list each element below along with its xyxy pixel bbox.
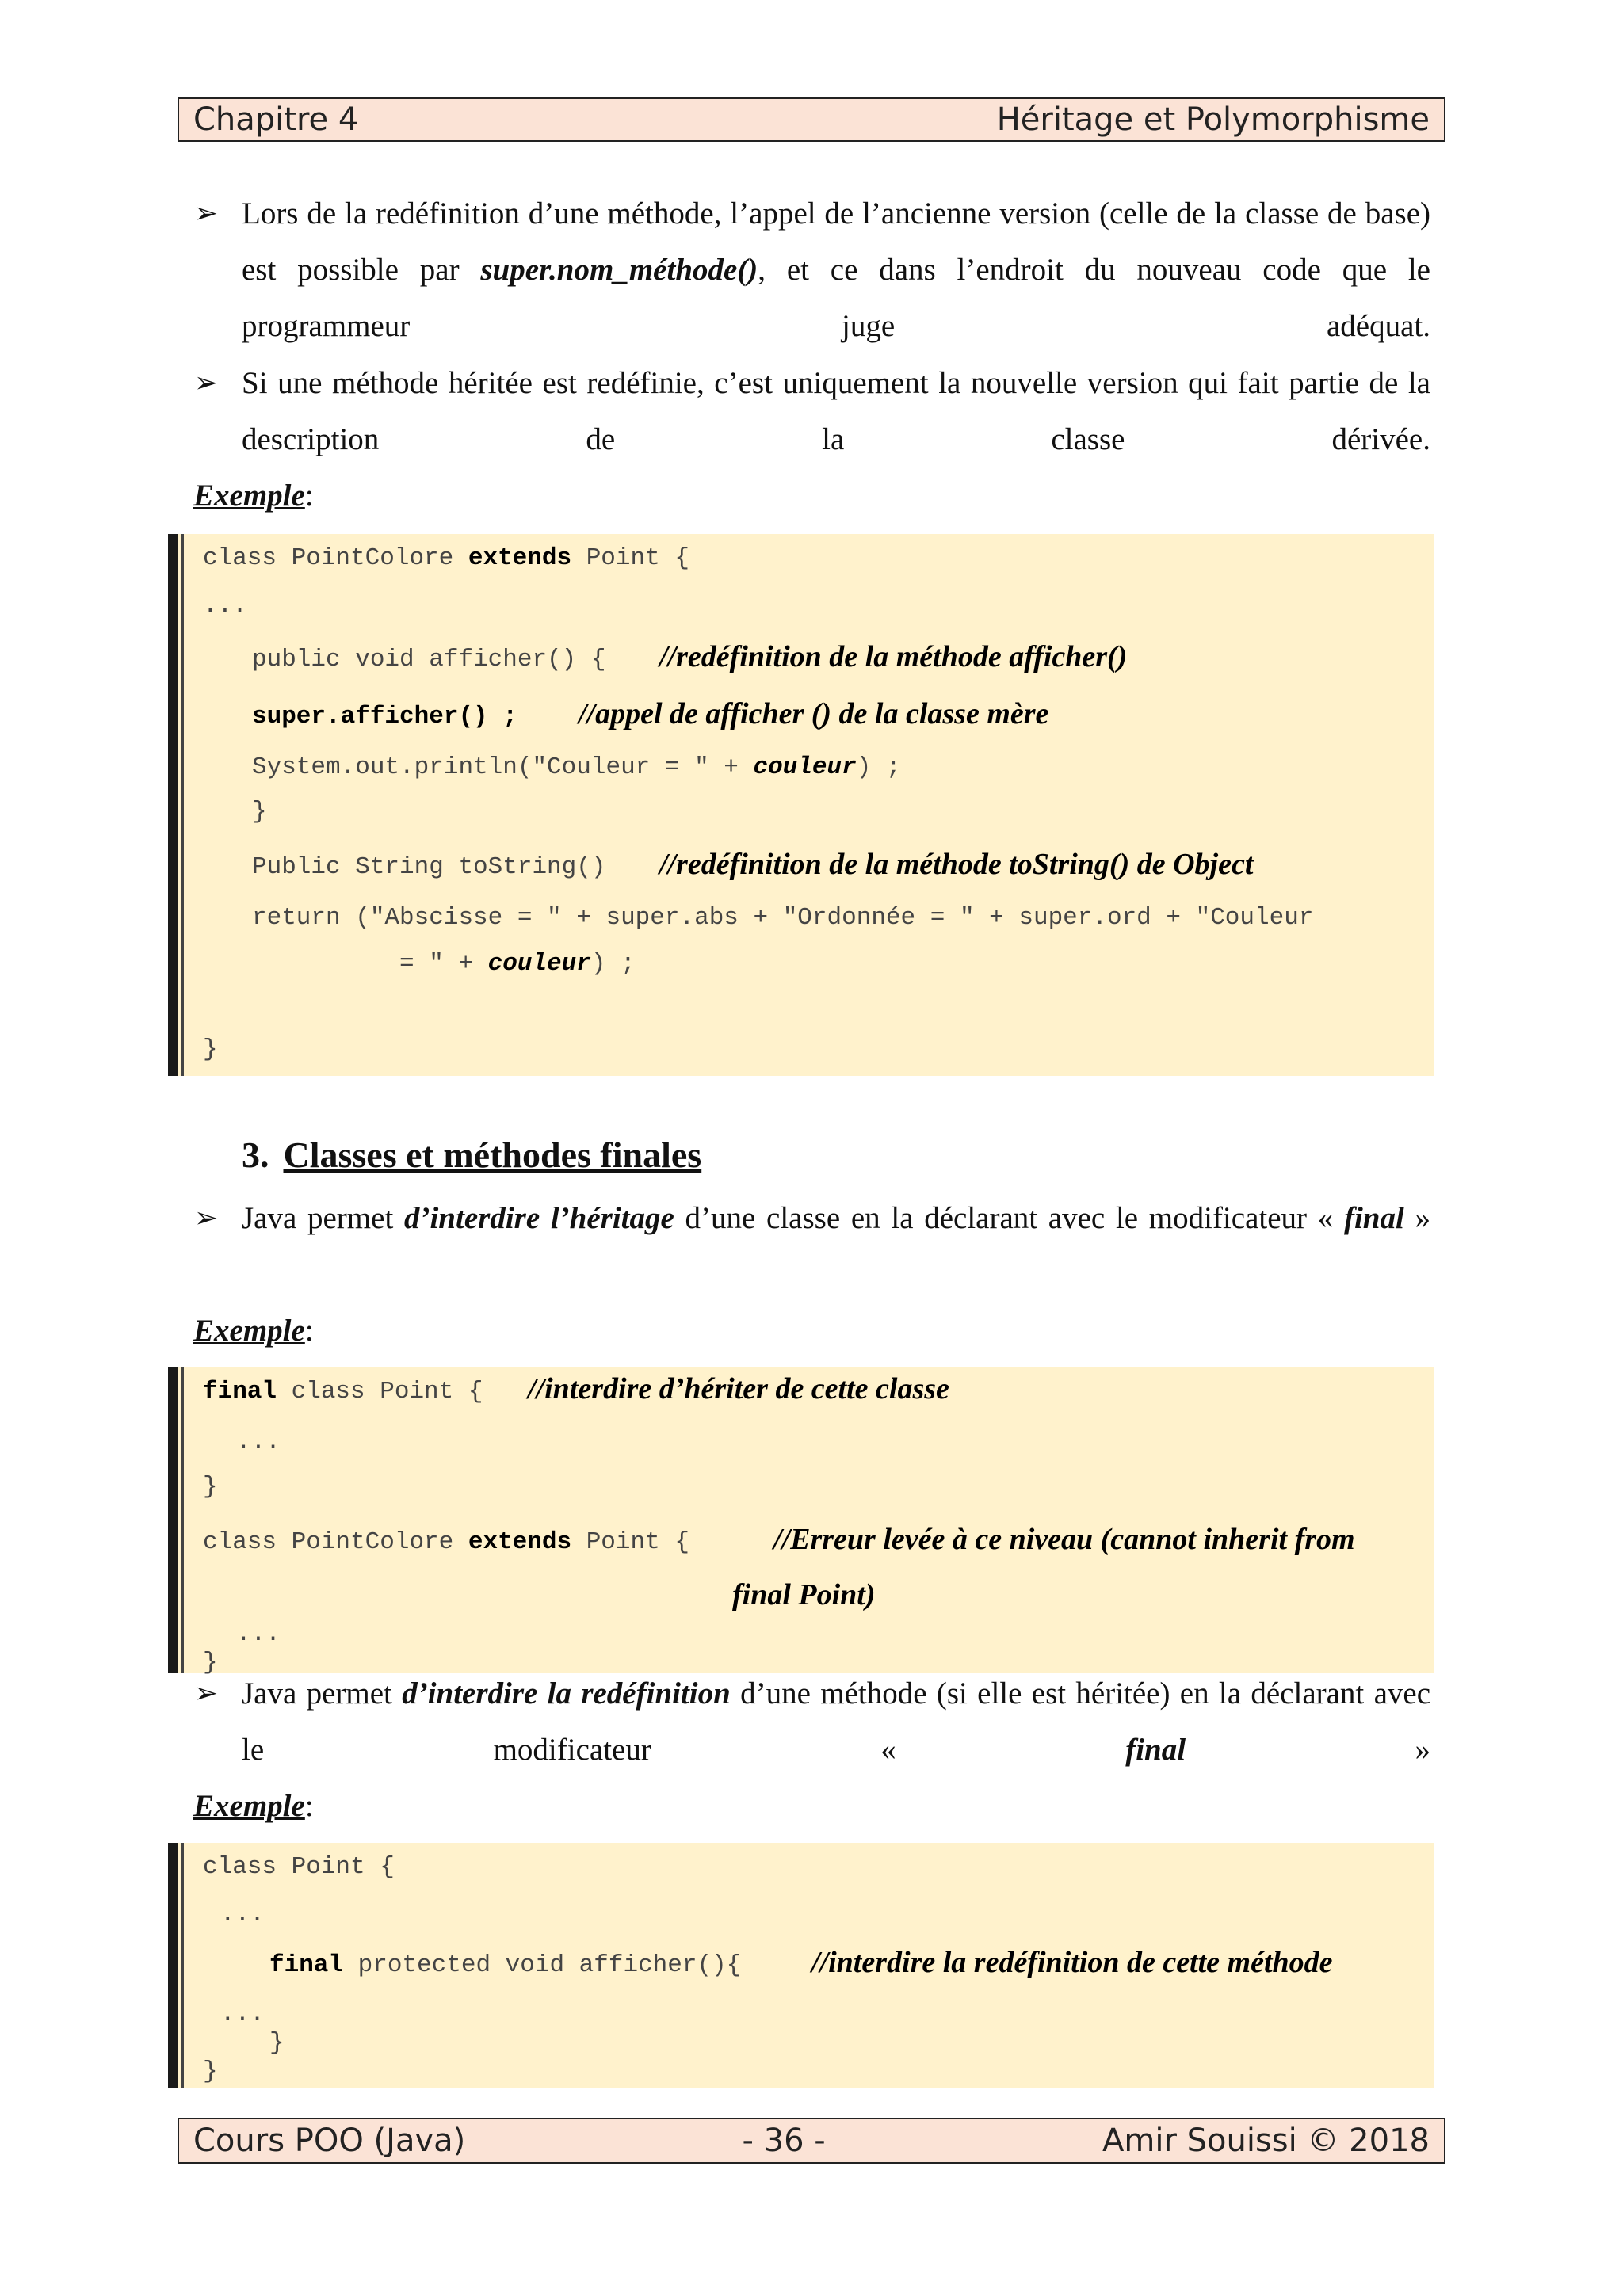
chapter-title: Héritage et Polymorphisme: [996, 101, 1430, 138]
bullet-text: Java permet d’interdire l’héritage d’une classe en la déclarant avec le modificateur « final »: [242, 1201, 1431, 1235]
code-line: ...: [203, 592, 247, 620]
code-line: ...: [236, 1620, 281, 1648]
code-block-final-method: [168, 1843, 1434, 2088]
code-line: public void afficher() {: [252, 646, 606, 673]
page-number: - 36 -: [742, 2122, 826, 2159]
code-line: final protected void afficher(){: [269, 1951, 742, 1979]
code-comment: //interdire d’hériter de cette classe: [528, 1372, 949, 1405]
bullet-text: Lors de la redéfinition d’une méthode, l’appel de l’ancienne version (celle de la classe de base) est possible par super.nom_méthode(), et ce dans l’endroit du nouveau code que le programmeur juge adéquat.: [242, 196, 1430, 343]
course-name: Cours POO (Java): [193, 2122, 466, 2159]
code-comment: //Erreur levée à ce niveau (cannot inherit from: [773, 1523, 1355, 1556]
bullet-redefinition-description: [194, 355, 1430, 524]
code-line: }: [269, 2029, 285, 2057]
bullet-arrow-icon: ➢: [194, 367, 219, 399]
code-comment: //redéfinition de la méthode afficher(): [659, 640, 1128, 673]
bullet-final-class: [194, 1190, 1430, 1302]
bullet-text: Java permet d’interdire la redéfinition d’une méthode (si elle est héritée) en la déclarant avec le modificateur « final »: [242, 1676, 1431, 1767]
bullet-arrow-icon: ➢: [194, 197, 219, 230]
bullet-arrow-icon: ➢: [194, 1202, 219, 1234]
page-header: [178, 97, 1445, 142]
example-label: Exemple:: [193, 1789, 314, 1823]
code-line: return ("Abscisse = " + super.abs + "Ordonnée = " + super.ord + "Couleur: [252, 904, 1314, 932]
code-line: }: [203, 1473, 218, 1501]
code-comment: //redéfinition de la méthode toString() de Object: [659, 848, 1254, 881]
code-line: System.out.println("Couleur = " + couleur) ;: [252, 753, 901, 781]
example-label: Exemple:: [193, 479, 314, 513]
code-line: ...: [236, 1428, 281, 1456]
code-line: ...: [220, 2000, 265, 2028]
code-line: }: [203, 2058, 218, 2085]
code-line: class PointColore extends Point {: [203, 544, 689, 572]
code-line: super.afficher() ;: [252, 703, 517, 730]
page-footer: [178, 2118, 1445, 2164]
code-line: ...: [220, 1901, 265, 1928]
section-number: 3.: [242, 1135, 269, 1175]
chapter-label: Chapitre 4: [193, 101, 359, 138]
bullet-final-method: [194, 1665, 1430, 1834]
code-line: }: [203, 1035, 218, 1063]
code-comment: final Point): [732, 1578, 876, 1611]
code-line: final class Point {: [203, 1378, 483, 1405]
code-block-final-class: [168, 1367, 1434, 1676]
code-comment: //interdire la redéfinition de cette méthode: [812, 1946, 1333, 1979]
code-line: Public String toString(): [252, 853, 606, 881]
code-line: = " + couleur) ;: [399, 950, 636, 978]
section-heading: [242, 1131, 701, 1179]
code-block-redefinition: [168, 534, 1434, 1076]
section-title: Classes et méthodes finales: [283, 1135, 702, 1175]
code-line: class Point {: [203, 1853, 395, 1881]
code-line: class PointColore extends Point {: [203, 1528, 689, 1556]
bullet-arrow-icon: ➢: [194, 1677, 219, 1710]
code-comment: //appel de afficher () de la classe mère: [579, 697, 1049, 730]
author-copyright: Amir Souissi © 2018: [1102, 2122, 1430, 2159]
code-line: }: [203, 1649, 218, 1676]
bullet-text: Si une méthode héritée est redéfinie, c’est uniquement la nouvelle version qui fait partie de la description de la classe dérivée.: [242, 366, 1430, 456]
example-label: Exemple:: [193, 1314, 314, 1348]
code-line: }: [252, 798, 267, 826]
